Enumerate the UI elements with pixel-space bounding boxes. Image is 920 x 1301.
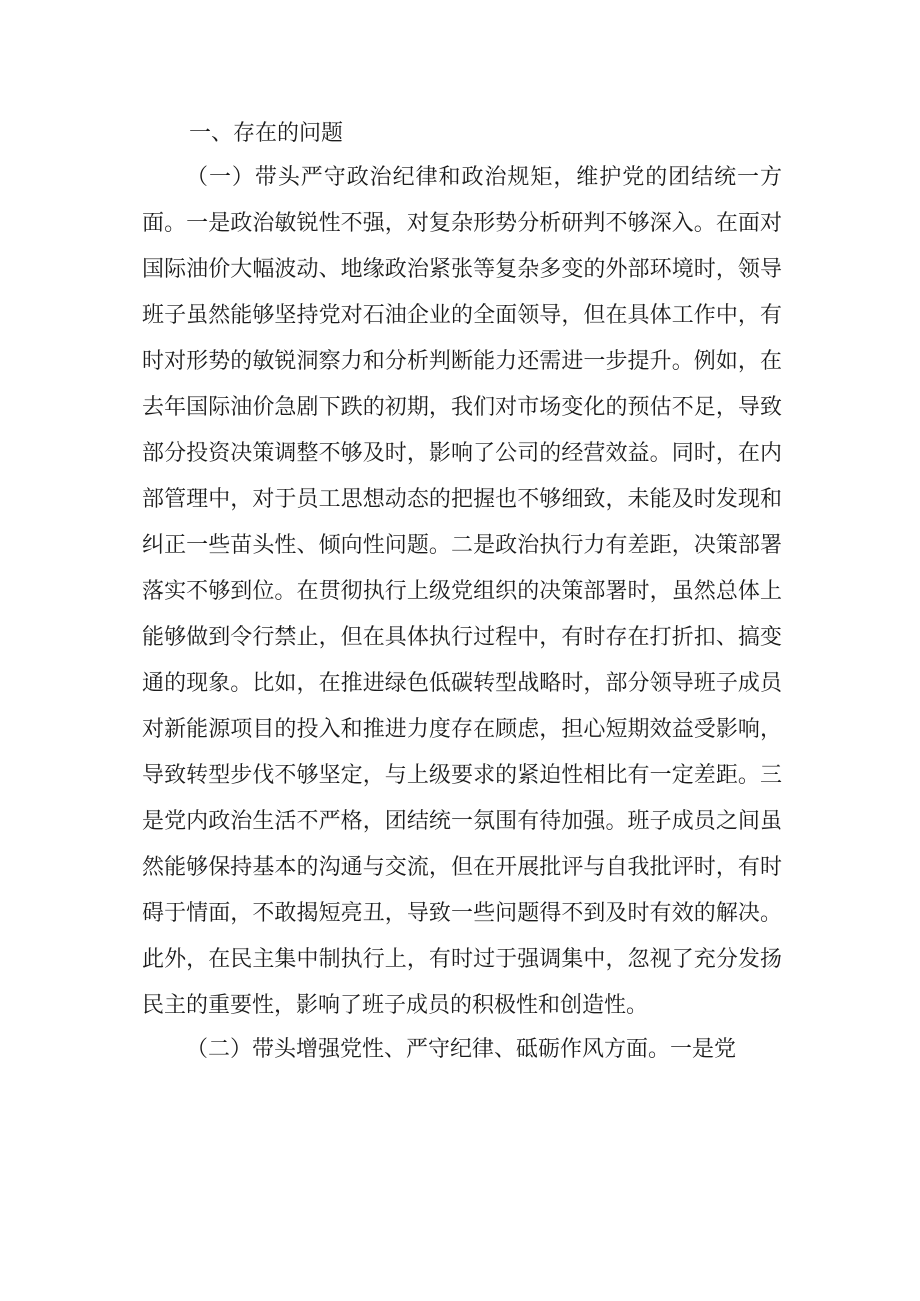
section-heading: 一、存在的问题 [189, 121, 344, 146]
paragraph-political-discipline: （一）带头严守政治纪律和政治规矩，维护党的团结统一方面。一是政治敏锐性不强，对复杂形势分析研判不够深入。在面对国际油价大幅波动、地缘政治紧张等复杂多变的外部环境时，领导班子虽然能够坚持党对石油企业的全面领导，但在具体工作中，有时对形势的敏锐洞察力和分析判断能力还需进一步提升。例如，在去年国际油价急剧下跌的初期，我们对市场变化的预估不足，导致部分投资决策调整不够及时，影响了公司的经营效益。同时，在内部管理中，对于员工思想动态的把握也不够细致，未能及时发现和纠正一些苗头性、倾向性问题。二是政治执行力有差距，决策部署落实不够到位。在贯彻执行上级党组织的决策部署时，虽然总体上能够做到令行禁止，但在具体执行过程中，有时存在打折扣、搞变通的现象。比如，在推进绿色低碳转型战略时，部分领导班子成员对新能源项目的投入和推进力度存在顾虑，担心短期效益受影响，导致转型步伐不够坚定，与上级要求的紧迫性相比有一定差距。三是党内政治生活不严格，团结统一氛围有待加强。班子成员之间虽然能够保持基本的沟通与交流，但在开展批评与自我批评时，有时碍于情面，不敢揭短亮丑，导致一些问题得不到及时有效的解决。此外，在民主集中制执行上，有时过于强调集中，忽视了充分发扬民主的重要性，影响了班子成员的积极性和创造性。 [142, 165, 782, 1018]
paragraph-party-spirit: （二）带头增强党性、严守纪律、砥砺作风方面。一是党 [186, 1037, 737, 1062]
